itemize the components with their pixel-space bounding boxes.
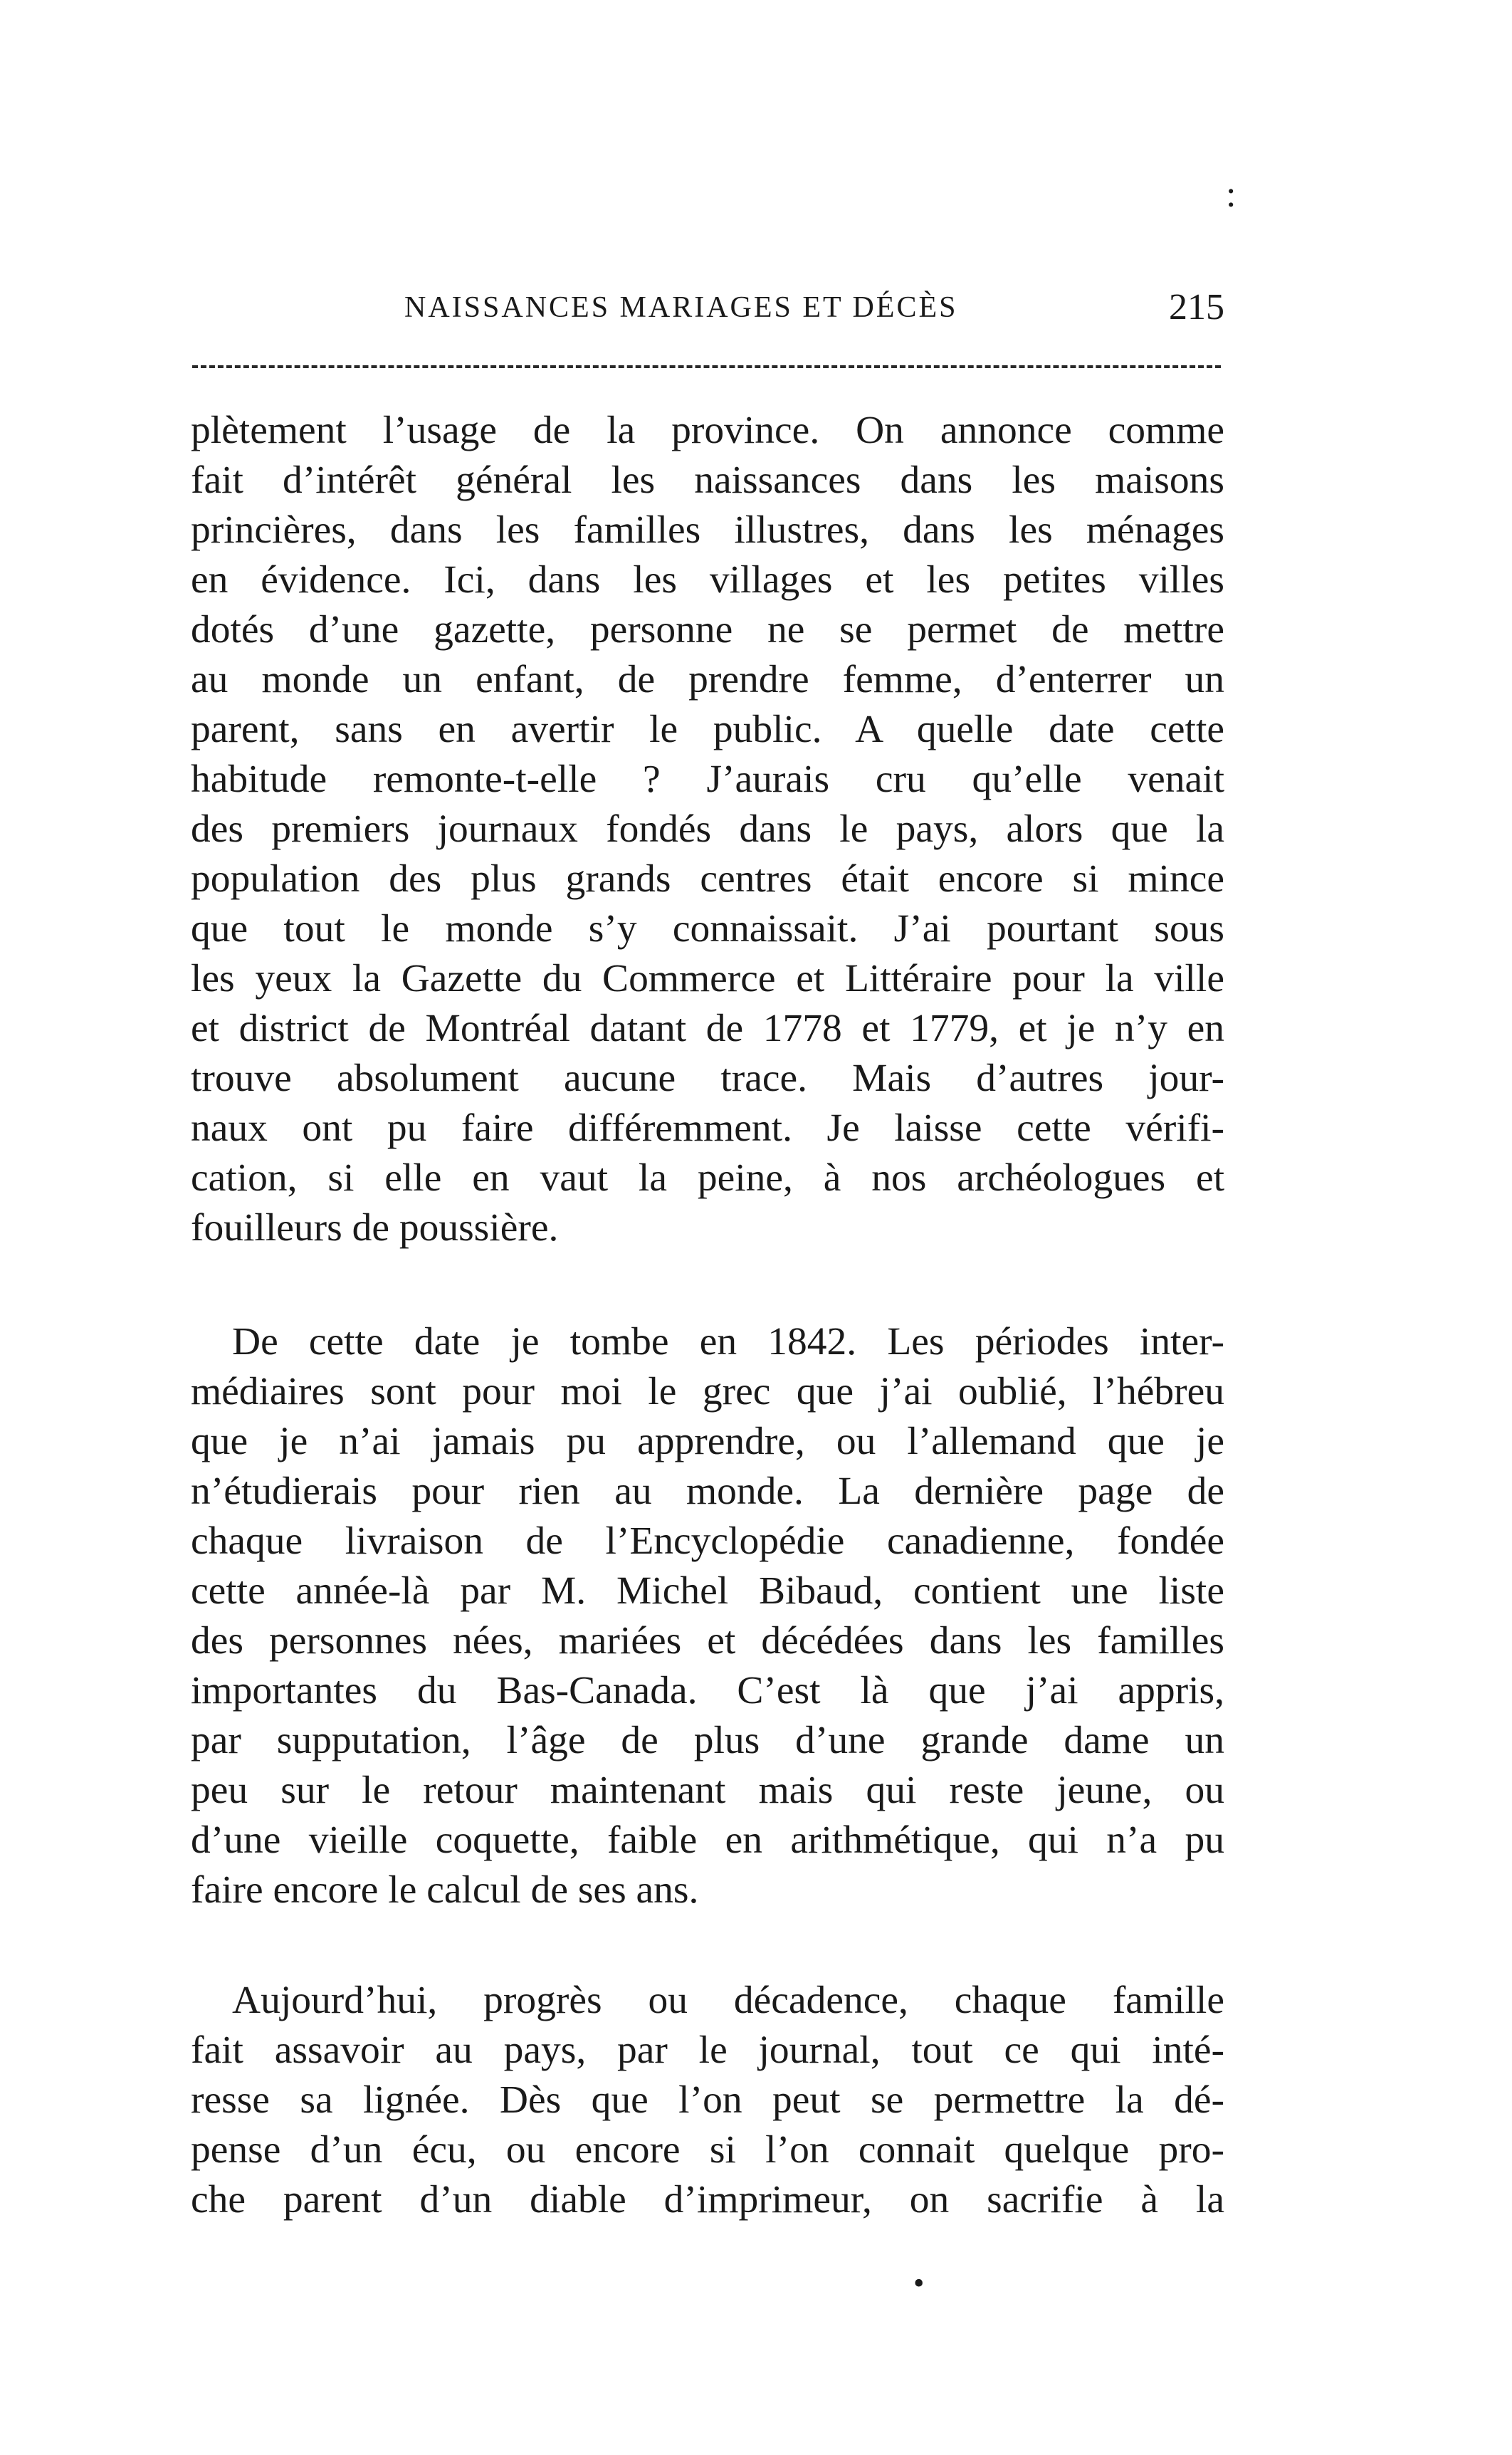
- text-line: les yeux la Gazette du Commerce et Littéraire pour la ville: [191, 957, 1224, 1000]
- text-line: que tout le monde s’y connaissait. J’ai pourtant sous: [191, 907, 1224, 951]
- text-line: trouve absolument aucune trace. Mais d’autres jour-: [191, 1057, 1224, 1100]
- text-line: cation, si elle en vaut la peine, à nos archéologues et: [191, 1156, 1224, 1200]
- text-line: médiaires sont pour moi le grec que j’ai oublié, l’hébreu: [191, 1370, 1224, 1413]
- text-line: naux ont pu faire différemment. Je laisse cette vérifi-: [191, 1106, 1224, 1150]
- paragraph-2: [191, 1317, 1224, 1915]
- paragraph-3: [191, 1976, 1224, 2225]
- text-line: habitude remonte-t-elle ? J’aurais cru qu’elle venait: [191, 758, 1224, 801]
- text-line: pense d’un écu, ou encore si l’on connait quelque pro-: [191, 2128, 1224, 2172]
- running-head: [191, 287, 1224, 340]
- text-line: que je n’ai jamais pu apprendre, ou l’allemand que je: [191, 1420, 1224, 1463]
- text-line: des personnes nées, mariées et décédées dans les familles: [191, 1619, 1224, 1663]
- text-line: fait assavoir au pays, par le journal, tout ce qui inté-: [191, 2029, 1224, 2072]
- paragraph-1: [191, 406, 1224, 1253]
- text-line: importantes du Bas-Canada. C’est là que j’ai appris,: [191, 1669, 1224, 1712]
- text-line: De cette date je tombe en 1842. Les périodes inter-: [232, 1320, 1224, 1363]
- text-line: resse sa lignée. Dès que l’on peut se permettre la dé-: [191, 2078, 1224, 2122]
- text-line: che parent d’un diable d’imprimeur, on sacrifie à la: [191, 2178, 1224, 2221]
- margin-mark-top: :: [1226, 174, 1237, 215]
- text-line: fouilleurs de poussière.: [191, 1206, 559, 1250]
- text-line: en évidence. Ici, dans les villages et les petites villes: [191, 558, 1224, 602]
- text-line: plètement l’usage de la province. On annonce comme: [191, 409, 1224, 452]
- margin-mark-bottom: •: [913, 2266, 925, 2300]
- text-line: dotés d’une gazette, personne ne se permet de mettre: [191, 608, 1224, 651]
- text-line: au monde un enfant, de prendre femme, d’enterrer un: [191, 658, 1224, 701]
- text-line: princières, dans les familles illustres, dans les ménages: [191, 508, 1224, 552]
- text-line: faire encore le calcul de ses ans.: [191, 1868, 699, 1912]
- text-line: Aujourd’hui, progrès ou décadence, chaque famille: [232, 1979, 1224, 2022]
- text-line: d’une vieille coquette, faible en arithmétique, qui n’a pu: [191, 1818, 1224, 1862]
- header-rule: [192, 365, 1221, 368]
- text-line: et district de Montréal datant de 1778 et 1779, et je n’y en: [191, 1007, 1224, 1050]
- text-line: peu sur le retour maintenant mais qui reste jeune, ou: [191, 1769, 1224, 1812]
- text-line: des premiers journaux fondés dans le pays, alors que la: [191, 807, 1224, 851]
- text-line: parent, sans en avertir le public. A quelle date cette: [191, 708, 1224, 751]
- page-number: 215: [1169, 287, 1224, 328]
- text-line: cette année-là par M. Michel Bibaud, contient une liste: [191, 1569, 1224, 1613]
- text-line: population des plus grands centres était encore si mince: [191, 857, 1224, 901]
- text-line: par supputation, l’âge de plus d’une grande dame un: [191, 1719, 1224, 1762]
- text-line: n’étudierais pour rien au monde. La dernière page de: [191, 1470, 1224, 1513]
- text-line: fait d’intérêt général les naissances dans les maisons: [191, 459, 1224, 502]
- text-line: chaque livraison de l’Encyclopédie canadienne, fondée: [191, 1519, 1224, 1563]
- running-head-title: NAISSANCES MARIAGES ET DÉCÈS: [404, 291, 958, 324]
